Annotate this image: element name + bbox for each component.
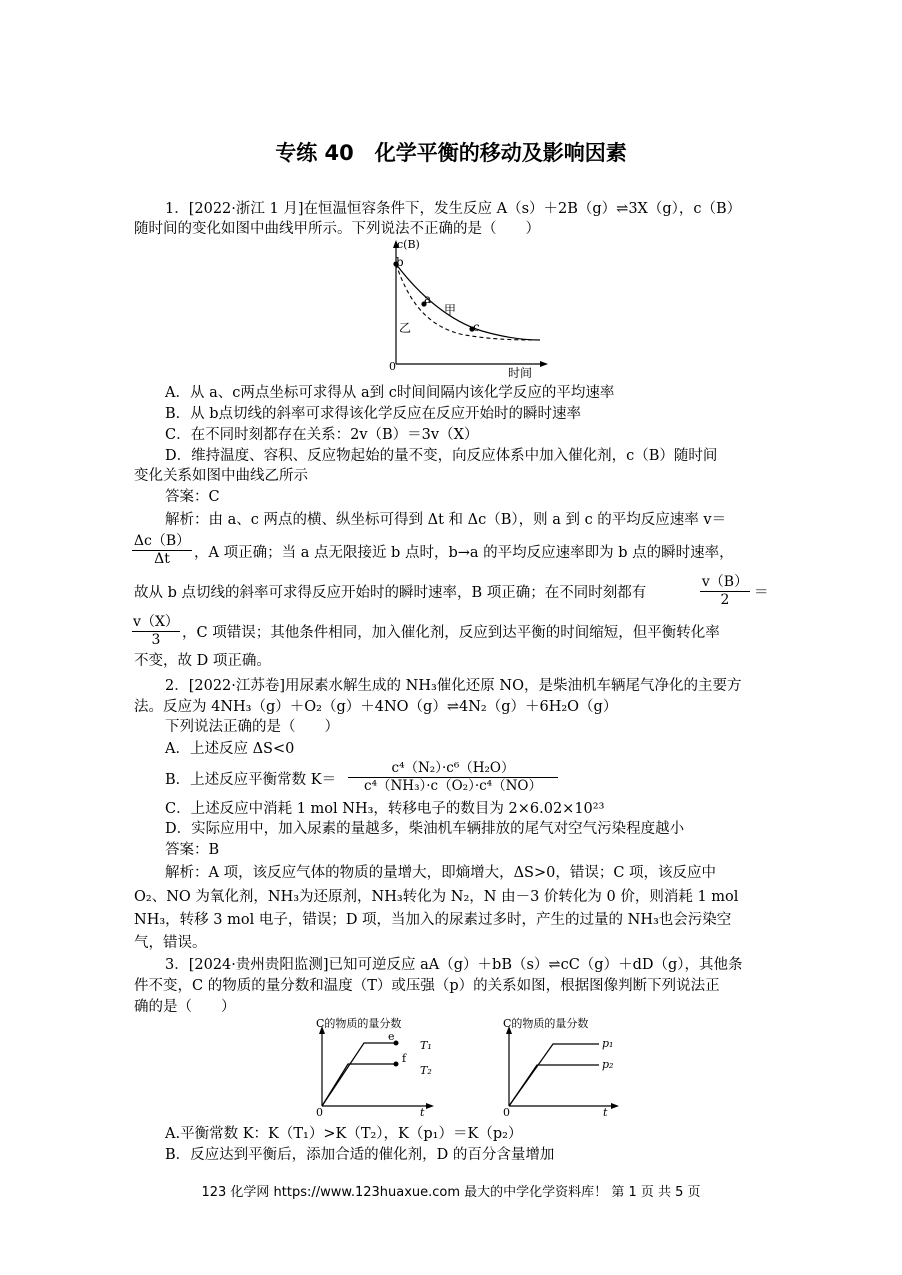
q1-option-c: C．在不同时刻都存在关系：2v（B）＝3v（X） [165, 427, 479, 443]
q2-stem-line3: 下列说法正确的是（ ） [165, 719, 339, 735]
q1-fraction-vb-2 [700, 574, 750, 609]
q1-point-c-label: c [473, 320, 480, 334]
q1-option-d-line2: 变化关系如图中曲线乙所示 [134, 468, 308, 484]
q3-right-x-label: t [603, 1106, 608, 1119]
q1-curve-yi [396, 264, 540, 340]
q2-explanation-line4: 气，错误。 [134, 935, 207, 951]
q3-left-curve-t2 [322, 1064, 396, 1106]
q1-graph-x-arrow [540, 361, 548, 367]
q3-label-p1: p₁ [602, 1037, 614, 1050]
q1-fraction2-denominator: 2 [700, 591, 750, 609]
q3-stem-line1: 3．[2024·贵州贵阳监测]已知可逆反应 aA（g）＋bB（s）⇌cC（g）＋dD（g），其他条 [165, 957, 743, 973]
q1-explanation-line2: ，A 项正确；当 a 点无限接近 b 点时，b→a 的平均反应速率即为 b 点的瞬时速率， [194, 545, 734, 561]
q3-left-curve-t1 [322, 1043, 396, 1106]
q3-left-y-label: C的物质的量分数 [316, 1017, 402, 1030]
q3-stem-line2: 件不变，C 的物质的量分数和温度（T）或压强（p）的关系如图，根据图像判断下列说法正 [134, 978, 720, 994]
q2-explanation-line1: 解析：A 项，该反应气体的物质的量增大，即熵增大，ΔS>0，错误；C 项，该反应中 [165, 865, 717, 881]
q1-explanation-line1: 解析：由 a、c 两点的横、纵坐标可得到 Δt 和 Δc（B），则 a 到 c 的平均反应速率 v＝ [165, 512, 727, 528]
q2-explanation-line2: O₂、NO 为氧化剂，NH₃为还原剂，NH₃转化为 N₂，N 由－3 价转化为 0 价，则消耗 1 mol [134, 889, 739, 905]
q1-fraction2-numerator: v（B） [701, 574, 749, 590]
q1-stem-line2: 随时间的变化如图中曲线甲所示。下列说法不正确的是（ ） [134, 221, 540, 237]
q1-answer: 答案：C [165, 489, 220, 505]
q1-curve-jia-label: 甲 [444, 303, 457, 317]
q1-curve-jia [396, 264, 540, 340]
q1-fraction-dc-dt [132, 533, 192, 568]
q2-option-a: A．上述反应 ΔS<0 [165, 741, 295, 757]
q1-equal-sign: ＝ [754, 585, 769, 601]
q2-k-numerator: c⁴（N₂）·c⁶（H₂O） [391, 760, 515, 776]
q1-option-d-line1: D．维持温度、容积、反应物起始的量不变，向反应体系中加入催化剂，c（B）随时间 [165, 448, 718, 464]
q3-right-curve-p2 [509, 1065, 599, 1106]
q1-graph [370, 236, 550, 382]
q3-left-x-label: t [420, 1106, 425, 1119]
q3-option-b: B．反应达到平衡后，添加合适的催化剂，D 的百分含量增加 [165, 1147, 555, 1163]
q1-point-b-label: b [396, 255, 404, 269]
q3-label-p2: p₂ [602, 1058, 614, 1071]
q2-option-d: D．实际应用中，加入尿素的量越多，柴油机车辆排放的尾气对空气污染程度越小 [165, 821, 685, 837]
q3-label-t2: T₂ [420, 1064, 432, 1077]
q1-point-a-label: a [424, 292, 432, 306]
q3-right-origin: 0 [503, 1106, 510, 1119]
q2-stem-line1: 2．[2022·江苏卷]用尿素水解生成的 NH₃催化还原 NO，是柴油机车辆尾气净化的主要方 [165, 678, 742, 694]
q3-graph-pressure [495, 1016, 625, 1120]
q1-graph-y-label: c(B) [397, 238, 420, 251]
q3-right-curve-p1 [509, 1044, 599, 1106]
q1-fraction1-numerator: Δc（B） [133, 533, 191, 549]
q3-right-y-label: C的物质的量分数 [503, 1017, 589, 1030]
q2-answer: 答案：B [165, 842, 220, 858]
q1-explanation-line5: 不变，故 D 项正确。 [134, 653, 271, 669]
q1-option-a: A．从 a、c两点坐标可求得从 a到 c时间间隔内该化学反应的平均速率 [165, 385, 615, 401]
q3-left-origin: 0 [316, 1106, 323, 1119]
q3-point-e-label: e [388, 1030, 395, 1043]
q1-fraction1-denominator: Δt [132, 550, 192, 568]
q1-option-b: B．从 b点切线的斜率可求得该化学反应在反应开始时的瞬时速率 [165, 406, 582, 422]
q1-graph-origin: 0 [389, 360, 396, 373]
q3-point-f-label: f [402, 1052, 407, 1065]
q2-k-denominator: c⁴（NH₃）·c（O₂）·c⁴（NO） [348, 777, 558, 795]
q1-curve-yi-label: 乙 [399, 321, 412, 335]
q2-explanation-line3: NH₃，转移 3 mol 电子，错误；D 项，当加入的尿素过多时，产生的过量的 NH₃也会污染空 [134, 912, 732, 928]
q3-point-f [394, 1062, 399, 1067]
q3-label-t1: T₁ [420, 1039, 432, 1052]
q1-graph-x-label: 时间 [508, 366, 533, 380]
q2-option-b-prefix: B．上述反应平衡常数 K＝ [165, 772, 337, 788]
q3-graph-temperature [308, 1016, 438, 1120]
q1-stem-line1: 1．[2022·浙江 1 月]在恒温恒容条件下，发生反应 A（s）＋2B（g）⇌3X（g），c（B） [165, 201, 742, 217]
q1-fraction3-numerator: v（X） [133, 614, 179, 630]
q3-stem-line3: 确的是（ ） [134, 999, 236, 1015]
q2-option-c: C．上述反应中消耗 1 mol NH₃，转移电子的数目为 2×6.02×10²³ [165, 801, 605, 817]
page-title: 专练 40 化学平衡的移动及影响因素 [275, 141, 627, 165]
q1-fraction-vx-3 [132, 614, 180, 649]
q2-stem-line2: 法。反应为 4NH₃（g）＋O₂（g）＋4NO（g）⇌4N₂（g）＋6H₂O（g） [134, 699, 618, 715]
q2-equilibrium-constant-fraction [348, 760, 558, 795]
q1-explanation-line4: ，C 项错误；其他条件相同，加入催化剂，反应到达平衡的时间缩短，但平衡转化率 [182, 625, 720, 641]
page-footer: 123 化学网 https://www.123huaxue.com 最大的中学化学资料库！ 第 1 页 共 5 页 [201, 1185, 701, 1200]
q1-explanation-line3: 故从 b 点切线的斜率可求得反应开始时的瞬时速率，B 项正确；在不同时刻都有 [134, 585, 647, 601]
q3-option-a: A.平衡常数 K：K（T₁）>K（T₂），K（p₁）＝K（p₂） [165, 1126, 523, 1142]
q1-fraction3-denominator: 3 [132, 631, 180, 649]
